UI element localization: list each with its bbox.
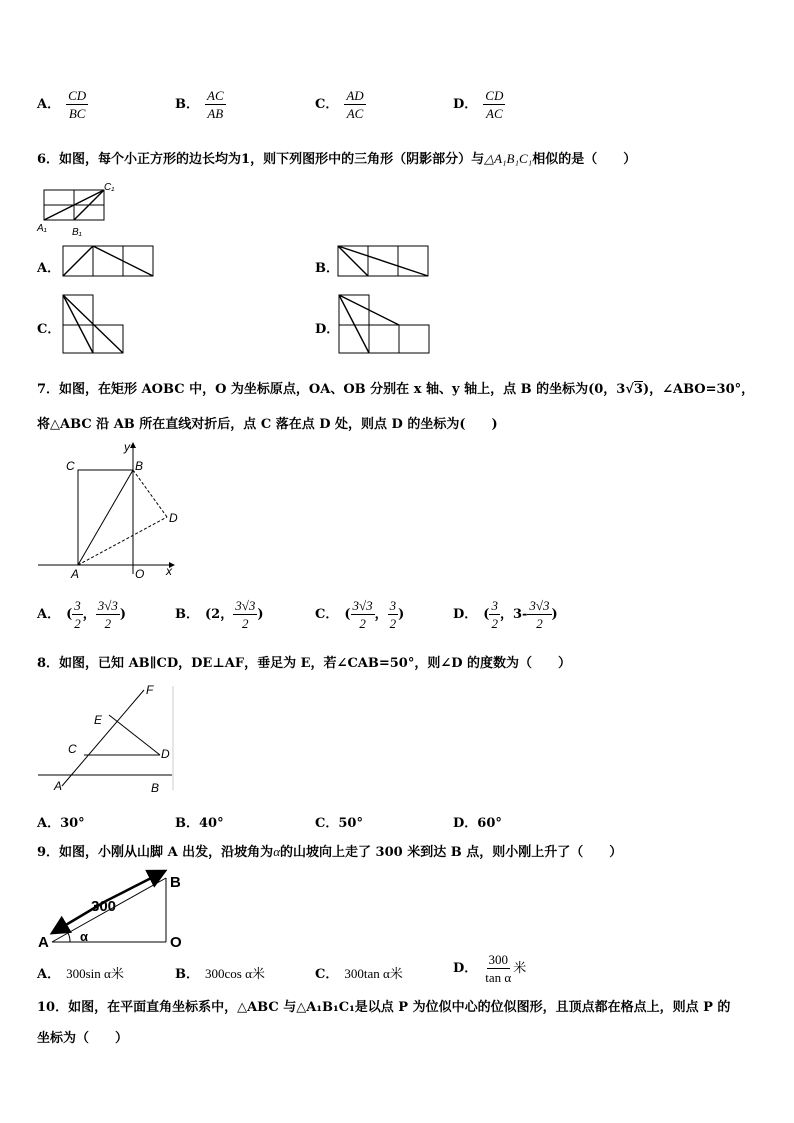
- q7-option-a: A． ( $\frac{3}{2}$ ， $\frac{3√3}{2}$ ): [37, 598, 127, 631]
- q7-option-d: D． ( $\frac{3}{2}$ ，3- $\frac{3√3}{2}$ ): [453, 598, 558, 631]
- fraction: $\frac{CD}{BC}$: [68, 88, 87, 121]
- label-length: 300: [91, 898, 117, 915]
- q6-option-d-label: D．: [315, 322, 340, 337]
- q8-option-a: A．30°: [37, 816, 85, 831]
- q9-stem: 9．如图，小刚从山脚 A 出发，沿坡角为α的山坡向上走了 300 米到达 B 点，则小刚上升了（ ）: [37, 844, 623, 860]
- label-f: F: [146, 683, 154, 697]
- q9-figure: [34, 868, 194, 952]
- q6-reference-figure: [34, 178, 124, 236]
- q5-option-b: B． $\frac{AC}{AB}$: [175, 88, 224, 121]
- label-b: B: [135, 459, 144, 473]
- label-c1: C₁: [104, 182, 115, 193]
- fraction: $\frac{CD}{AC}$: [485, 88, 504, 121]
- label-d: D: [169, 511, 178, 525]
- label-c: C: [68, 742, 77, 756]
- q9-option-c: C． 300tan α米: [315, 966, 403, 982]
- q7-option-b: B． (2， $\frac{3√3}{2}$ ): [175, 598, 264, 631]
- sqrt-symbol: √: [625, 382, 634, 397]
- q7-option-c: C． ( $\frac{3√3}{2}$ ， $\frac{3}{2}$ ): [315, 598, 405, 631]
- label-b: B: [151, 781, 160, 795]
- q8-option-c: C．50°: [315, 816, 363, 831]
- label-y: y: [124, 440, 130, 454]
- q9-option-a: A． 300sin α米: [37, 966, 124, 982]
- fraction: $\frac{AD}{AC}$: [346, 88, 364, 121]
- q6-option-b-figure: [337, 245, 431, 278]
- label-a: A: [38, 934, 49, 951]
- q5-option-a: A． $\frac{CD}{BC}$: [37, 88, 87, 121]
- q8-stem: 8．如图，已知 AB∥CD，DE⊥AF，垂足为 E，若∠CAB=50°，则∠D 的度数为（ ）: [37, 656, 572, 671]
- q6-option-a-label: A．: [37, 261, 61, 276]
- q9-option-b: B． 300cos α米: [175, 966, 265, 982]
- label-c: C: [66, 459, 75, 473]
- label-o: O: [170, 934, 182, 951]
- q8-option-b: B．40°: [175, 816, 224, 831]
- label-a1: A₁: [37, 223, 47, 234]
- q6-option-a-figure: [62, 245, 156, 278]
- label-e: E: [94, 713, 103, 727]
- q6-stem: 6．如图，每个小正方形的边长均为1，则下列图形中的三角形（阴影部分）与△A₁B₁C₁相似的是（ ）: [37, 151, 637, 167]
- q6-option-c-figure: [62, 294, 126, 356]
- label-a: A: [54, 779, 63, 793]
- q6-option-c-label: C．: [37, 322, 61, 337]
- fraction: $\frac{AC}{AB}$: [207, 88, 224, 121]
- q6-option-b-label: B．: [315, 261, 339, 276]
- label-b: B: [170, 874, 181, 891]
- label-o: O: [135, 567, 145, 581]
- q8-figure: [34, 682, 176, 798]
- q10-stem-line2: 坐标为（ ）: [37, 1031, 129, 1046]
- q7-stem-line1: 7．如图，在矩形 AOBC 中，O 为坐标原点，OA、OB 分别在 x 轴、y 轴上，点 B 的坐标为(0，3√3)，∠ABO=30°，: [37, 382, 755, 397]
- q6-option-d-figure: [338, 294, 432, 356]
- label-a: A: [71, 567, 80, 581]
- q7-figure: [34, 438, 184, 583]
- label-x: x: [166, 564, 172, 578]
- q5-option-d: D． $\frac{CD}{AC}$: [453, 88, 504, 121]
- label-b1: B₁: [72, 227, 82, 236]
- q9-option-d: D． $\frac{300}{\text{tan α}}$ 米: [453, 952, 527, 985]
- label-alpha: α: [80, 929, 88, 944]
- q5-option-c: C． $\frac{AD}{AC}$: [315, 88, 364, 121]
- q8-option-d: D．60°: [453, 816, 502, 831]
- label-d: D: [161, 747, 170, 761]
- q10-stem-line1: 10．如图，在平面直角坐标系中，△ABC 与△A₁B₁C₁是以点 P 为位似中心的位似图形，且顶点都在格点上，则点 P 的: [37, 1000, 731, 1015]
- q7-stem-line2: 将△ABC 沿 AB 所在直线对折后，点 C 落在点 D 处，则点 D 的坐标为( ): [37, 417, 498, 432]
